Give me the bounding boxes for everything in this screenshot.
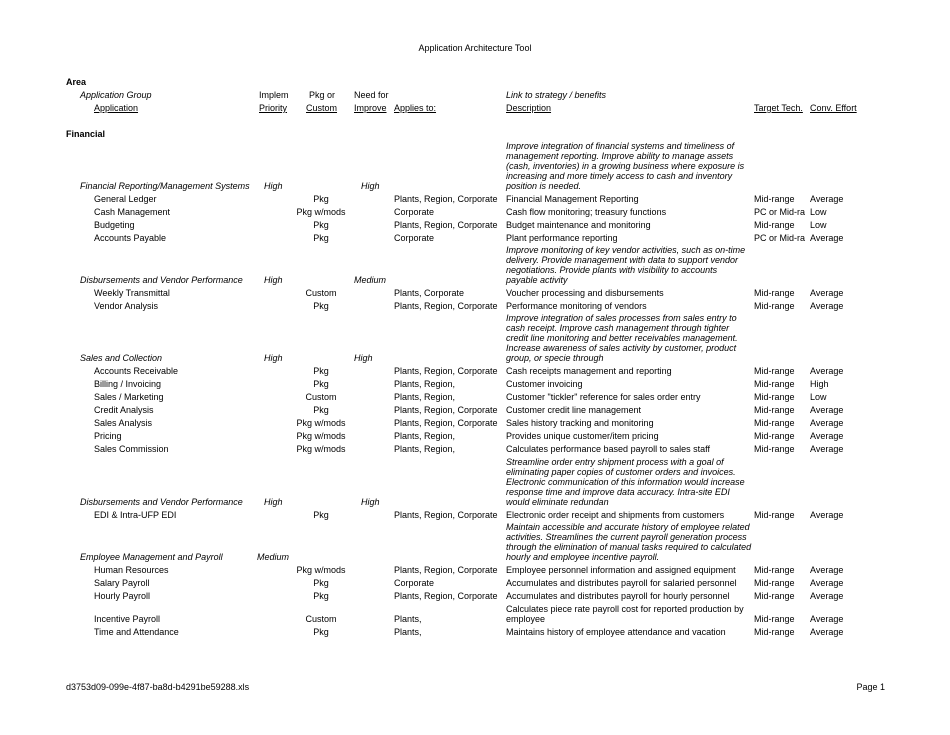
header-need-2: Improve xyxy=(354,103,387,113)
app-effort: High xyxy=(810,379,829,389)
app-name: Weekly Transmittal xyxy=(94,288,170,298)
app-effort: Average xyxy=(810,288,844,298)
app-desc: Electronic order receipt and shipments from customers xyxy=(506,510,725,520)
group-priority: High xyxy=(264,275,283,285)
app-tech: Mid-range xyxy=(754,591,795,601)
app-name: Human Resources xyxy=(94,565,169,575)
app-desc: Cash receipts management and reporting xyxy=(506,366,672,376)
app-desc: Maintains history of employee attendance and vacation xyxy=(506,627,726,637)
app-applies: Corporate xyxy=(394,233,435,243)
group-improve: High xyxy=(354,353,373,363)
app-tech: Mid-range xyxy=(754,431,795,441)
app-pkg: Pkg w/mods xyxy=(296,418,346,428)
app-applies: Plants, Region, xyxy=(394,444,456,454)
header-area: Area xyxy=(66,77,87,87)
app-pkg: Pkg xyxy=(313,379,329,389)
app-pkg: Pkg xyxy=(313,405,329,415)
app-effort: Average xyxy=(810,366,844,376)
header-implem-2: Priority xyxy=(259,103,288,113)
app-name: Accounts Receivable xyxy=(94,366,179,376)
footer-page-number: Page 1 xyxy=(856,682,885,692)
app-pkg: Custom xyxy=(305,392,337,402)
group-name: Disbursements and Vendor Performance xyxy=(80,497,243,507)
app-pkg: Pkg xyxy=(313,233,329,243)
header-target-tech: Target Tech. xyxy=(754,103,803,113)
app-tech: Mid-range xyxy=(754,301,795,311)
app-applies: Plants, Region, Corporate xyxy=(394,301,498,311)
app-tech: PC or Mid-ra xyxy=(754,207,806,217)
app-tech: Mid-range xyxy=(754,627,795,637)
app-name: General Ledger xyxy=(94,194,157,204)
app-applies: Corporate xyxy=(394,207,435,217)
app-desc: Calculates piece rate payroll cost for reported production by employee xyxy=(506,604,744,624)
group-priority: Medium xyxy=(257,552,290,562)
app-applies: Plants, Region, Corporate xyxy=(394,366,498,376)
app-name: Cash Management xyxy=(94,207,171,217)
app-tech: Mid-range xyxy=(754,392,795,402)
app-pkg: Pkg xyxy=(313,194,329,204)
app-effort: Average xyxy=(810,591,844,601)
app-effort: Average xyxy=(810,233,844,243)
app-applies: Plants, Region, Corporate xyxy=(394,510,498,520)
header-pkg-2: Custom xyxy=(306,103,338,113)
group-name: Employee Management and Payroll xyxy=(80,552,223,562)
app-applies: Plants, Region, xyxy=(394,431,456,441)
group-priority: High xyxy=(264,181,283,191)
app-name: Incentive Payroll xyxy=(94,614,161,624)
app-tech: Mid-range xyxy=(754,510,795,520)
app-effort: Average xyxy=(810,418,844,428)
app-pkg: Pkg w/mods xyxy=(296,207,346,217)
app-name: Sales Commission xyxy=(94,444,169,454)
app-applies: Plants, Region, Corporate xyxy=(394,565,498,575)
app-desc: Employee personnel information and assigned equipment xyxy=(506,565,736,575)
app-effort: Low xyxy=(810,392,827,402)
app-name: Time and Attendance xyxy=(94,627,179,637)
group-improve: High xyxy=(361,181,380,191)
app-tech: Mid-range xyxy=(754,614,795,624)
header-implem-1: Implem xyxy=(259,90,289,100)
app-applies: Plants, Region, Corporate xyxy=(394,194,498,204)
app-desc: Sales history tracking and monitoring xyxy=(506,418,654,428)
app-pkg: Pkg xyxy=(313,578,329,588)
app-applies: Plants, Region, xyxy=(394,392,456,402)
group-improve: High xyxy=(361,497,380,507)
app-effort: Average xyxy=(810,194,844,204)
app-name: Sales / Marketing xyxy=(94,392,164,402)
group-benefit: Maintain accessible and accurate history of employee related activities. Streamlines the current payroll generation process through the elimination of manual tasks required to calculated hourly and employee incentive payroll. xyxy=(506,522,752,562)
group-name: Financial Reporting/Management Systems xyxy=(80,181,250,191)
app-tech: Mid-range xyxy=(754,405,795,415)
app-applies: Plants, Region, Corporate xyxy=(394,220,498,230)
app-name: Billing / Invoicing xyxy=(94,379,162,389)
app-effort: Average xyxy=(810,565,844,575)
app-tech: Mid-range xyxy=(754,220,795,230)
app-desc: Customer invoicing xyxy=(506,379,583,389)
app-applies: Plants, xyxy=(394,627,422,637)
header-application-group: Application Group xyxy=(80,90,152,100)
group-priority: High xyxy=(264,353,283,363)
app-effort: Average xyxy=(810,627,844,637)
group-benefit: Streamline order entry shipment process with a goal of eliminating paper copies of customer orders and invoices. Electronic communication of this information would increase response time and improve data accuracy. Intra-site EDI would eliminate redundan xyxy=(506,457,745,507)
header-conv-effort: Conv. Effort xyxy=(810,103,857,113)
group-benefit: Improve monitoring of key vendor activities, such as on-time delivery. Provide management with data to support vendor negotiations. Provide plants with visibility to accounts payable activity xyxy=(506,245,746,285)
app-desc: Performance monitoring of vendors xyxy=(506,301,647,311)
app-name: Vendor Analysis xyxy=(94,301,159,311)
app-tech: Mid-range xyxy=(754,379,795,389)
group-name: Disbursements and Vendor Performance xyxy=(80,275,243,285)
app-tech: Mid-range xyxy=(754,444,795,454)
app-pkg: Pkg xyxy=(313,591,329,601)
header-pkg-1: Pkg or xyxy=(309,90,336,100)
app-name: Salary Payroll xyxy=(94,578,150,588)
app-pkg: Pkg w/mods xyxy=(296,431,346,441)
app-desc: Customer credit line management xyxy=(506,405,642,415)
app-applies: Plants, Region, Corporate xyxy=(394,405,498,415)
group-name: Sales and Collection xyxy=(80,353,163,363)
app-effort: Low xyxy=(810,220,827,230)
app-name: Budgeting xyxy=(94,220,135,230)
app-desc: Calculates performance based payroll to sales staff xyxy=(506,444,710,454)
app-name: Sales Analysis xyxy=(94,418,153,428)
app-applies: Plants, xyxy=(394,614,422,624)
app-name: Hourly Payroll xyxy=(94,591,151,601)
app-name: EDI & Intra-UFP EDI xyxy=(94,510,177,520)
app-tech: Mid-range xyxy=(754,578,795,588)
app-pkg: Pkg xyxy=(313,627,329,637)
app-pkg: Pkg w/mods xyxy=(296,444,346,454)
app-applies: Plants, Region, Corporate xyxy=(394,591,498,601)
app-name: Accounts Payable xyxy=(94,233,167,243)
app-effort: Low xyxy=(810,207,827,217)
header-applies: Applies to: xyxy=(394,103,437,113)
section-financial: Financial xyxy=(66,129,106,139)
app-effort: Average xyxy=(810,301,844,311)
app-pkg: Custom xyxy=(305,614,337,624)
app-effort: Average xyxy=(810,614,844,624)
app-applies: Plants, Region, Corporate xyxy=(394,418,498,428)
app-desc: Provides unique customer/item pricing xyxy=(506,431,659,441)
app-name: Pricing xyxy=(94,431,122,441)
app-desc: Accumulates and distributes payroll for hourly personnel xyxy=(506,591,730,601)
app-tech: Mid-range xyxy=(754,194,795,204)
app-name: Credit Analysis xyxy=(94,405,154,415)
app-effort: Average xyxy=(810,405,844,415)
app-desc: Accumulates and distributes payroll for salaried personnel xyxy=(506,578,737,588)
header-link: Link to strategy / benefits xyxy=(506,90,607,100)
app-desc: Financial Management Reporting xyxy=(506,194,639,204)
app-effort: Average xyxy=(810,510,844,520)
app-effort: Average xyxy=(810,444,844,454)
group-improve: Medium xyxy=(354,275,387,285)
app-pkg: Pkg xyxy=(313,510,329,520)
group-benefit: Improve integration of sales processes from sales entry to cash receipt. Improve cash management through tighter credit line monitoring and better receivables management. Increase awareness of sales activity by customer, product group, or specie through xyxy=(506,313,738,363)
app-tech: Mid-range xyxy=(754,366,795,376)
app-pkg: Pkg xyxy=(313,301,329,311)
app-applies: Plants, Corporate xyxy=(394,288,465,298)
app-desc: Voucher processing and disbursements xyxy=(506,288,664,298)
app-pkg: Custom xyxy=(305,288,337,298)
app-applies: Plants, Region, xyxy=(394,379,456,389)
app-desc: Budget maintenance and monitoring xyxy=(506,220,651,230)
app-effort: Average xyxy=(810,431,844,441)
header-application: Application xyxy=(94,103,139,113)
footer-filename: d3753d09-099e-4f87-ba8d-b4291be59288.xls xyxy=(66,682,250,692)
app-desc: Customer "tickler" reference for sales order entry xyxy=(506,392,701,402)
app-pkg: Pkg xyxy=(313,220,329,230)
header-description: Description xyxy=(506,103,552,113)
page-title: Application Architecture Tool xyxy=(418,43,532,53)
header-need-1: Need for xyxy=(354,90,389,100)
app-applies: Corporate xyxy=(394,578,435,588)
app-effort: Average xyxy=(810,578,844,588)
app-tech: Mid-range xyxy=(754,565,795,575)
app-tech: PC or Mid-ra xyxy=(754,233,806,243)
app-tech: Mid-range xyxy=(754,288,795,298)
group-benefit: Improve integration of financial systems and timeliness of management reporting. Improve ability to manage assets (cash, inventories) in a growing business where exposure is increasing and more timely access to cash and inventory position is needed. xyxy=(506,141,745,191)
app-desc: Plant performance reporting xyxy=(506,233,618,243)
app-tech: Mid-range xyxy=(754,418,795,428)
app-pkg: Pkg w/mods xyxy=(296,565,346,575)
app-pkg: Pkg xyxy=(313,366,329,376)
app-desc: Cash flow monitoring; treasury functions xyxy=(506,207,667,217)
group-priority: High xyxy=(264,497,283,507)
